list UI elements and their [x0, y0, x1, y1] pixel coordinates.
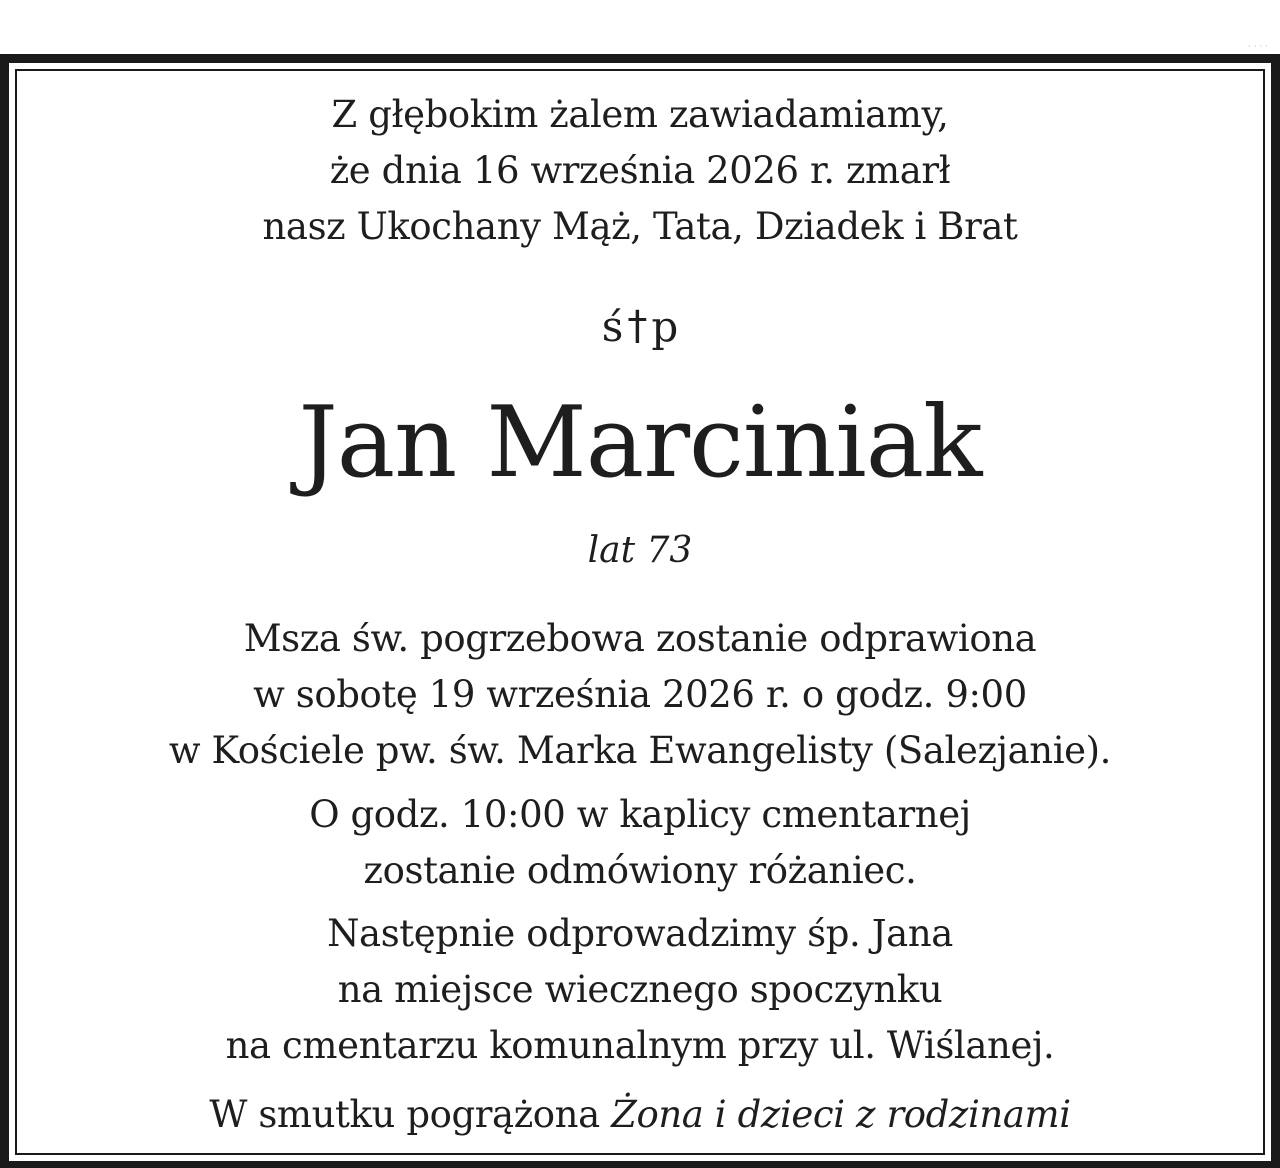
obituary-frame: [0, 54, 1280, 1168]
mass-block: [9, 611, 1271, 779]
cross-icon: †: [627, 303, 648, 349]
closing-family: Żona i dzieci z rodzinami: [611, 1093, 1071, 1136]
mass-line: w sobotę 19 września 2026 r. o godz. 9:00: [253, 673, 1027, 716]
burial-line: na cmentarzu komunalnym przy ul. Wiślanej.: [225, 1024, 1055, 1067]
corner-mark: · · · ·: [1247, 42, 1268, 52]
stp-letter-p: p: [651, 302, 679, 351]
intro-block: [9, 87, 1271, 255]
intro-line: że dnia 16 września 2026 r. zmarł: [329, 149, 951, 192]
burial-line: na miejsce wiecznego spoczynku: [337, 968, 943, 1011]
rosary-line: zostanie odmówiony różaniec.: [363, 849, 917, 892]
rosary-line: O godz. 10:00 w kaplicy cmentarnej: [309, 793, 971, 836]
stp-letter-s: ś: [601, 302, 624, 351]
deceased-age: lat 73: [587, 530, 693, 571]
intro-line: nasz Ukochany Mąż, Tata, Dziadek i Brat: [262, 205, 1018, 248]
closing-line: [9, 1087, 1271, 1143]
burial-block: [9, 906, 1271, 1074]
closing-block: [9, 1087, 1271, 1143]
deceased-name: Jan Marciniak: [298, 386, 982, 500]
rosary-block: [9, 787, 1271, 899]
closing-prefix: W smutku pogrążona: [209, 1093, 612, 1136]
stp-marker: [9, 299, 1271, 356]
burial-line: Następnie odprowadzimy śp. Jana: [327, 912, 953, 955]
mass-line: Msza św. pogrzebowa zostanie odprawiona: [243, 617, 1037, 660]
intro-line: Z głębokim żalem zawiadamiamy,: [331, 93, 949, 136]
mass-line: w Kościele pw. św. Marka Ewangelisty (Salezjanie).: [168, 729, 1112, 772]
